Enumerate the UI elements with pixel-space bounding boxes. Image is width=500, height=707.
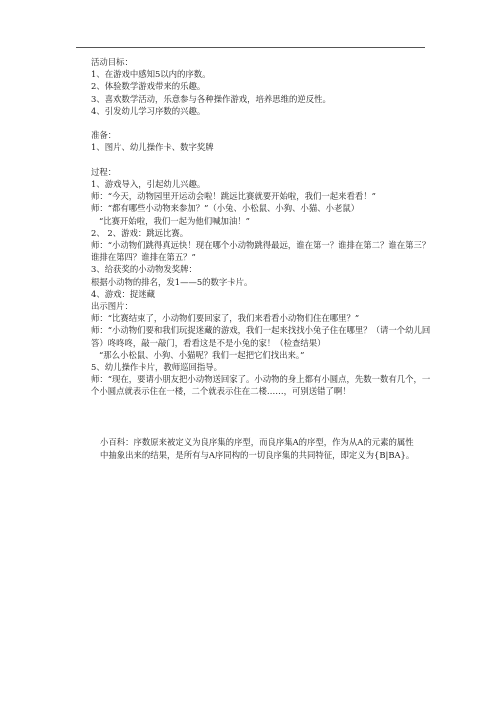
footnote-encyclopedia: 小百科：序数原来被定义为良序集的序型，而良序集A的序型，作为从A的元素的属性中抽象出来的结果，是所有与A序同构的一切良序集的共同特征，即定义为{B|BA}。 <box>100 437 415 460</box>
process-line: 2、 2、游戏：跳远比赛。 <box>91 227 189 238</box>
prep-heading: 准备： <box>91 130 117 141</box>
process-line: 师：“现在，要请小朋友把小动物送回家了。小动物的身上都有小圆点，先数一数有几个，一个小圆点就表示住在一楼，二个就表示住在二楼……，可别送错了啊！ <box>91 374 431 397</box>
process-line: 3、给获奖的小动物发奖牌： <box>91 264 197 275</box>
process-line: 1、游戏导入，引起幼儿兴趣。 <box>91 179 206 189</box>
process-line: 5、幼儿操作卡片，教师巡回指导。 <box>91 362 222 373</box>
prep-item: 1、图片、幼儿操作卡、数字奖牌 <box>91 142 214 153</box>
paragraph-gap <box>91 154 431 166</box>
process-heading: 过程： <box>91 166 117 177</box>
paragraph-gap <box>91 117 431 129</box>
process-line: 根据小动物的排名，发1——5的数字卡片。 <box>91 276 253 287</box>
process-line: “比赛开始啦，我们一起为他们喊加油！” <box>99 215 250 226</box>
process-line: 师：“小动物们要和我们玩捉迷藏的游戏，我们一起来找找小兔子住在哪里？（请一个幼儿回答）咚咚咚，敲一敲门，看看这是不是小兔的家！（检查结果） <box>91 325 431 348</box>
goal-item: 4、引发幼儿学习序数的兴趣。 <box>91 105 206 116</box>
header-rule <box>76 47 425 48</box>
process-line: 师：“今天，动物园里开运动会啦！跳远比赛就要开始啦，我们一起来看看！” <box>91 191 376 202</box>
process-line: “那么小松鼠、小狗、小猫呢？我们一起把它们找出来。” <box>99 349 305 360</box>
process-line: 师：“都有哪些小动物来参加？”（小兔、小松鼠、小狗、小猫、小老鼠） <box>91 203 360 214</box>
goal-item: 1、在游戏中感知5以内的序数。 <box>91 69 211 80</box>
process-line: 师：“比赛结束了，小动物们要回家了，我们来看看小动物们住在哪里？” <box>91 313 360 324</box>
process-line: 4、游戏：捉迷藏 <box>91 288 155 299</box>
process-line: 出示图片： <box>91 301 133 312</box>
process-line: 师：“小动物们跳得真远快！现在哪个小动物跳得最远，谁在第一？谁排在第二？谁在第三？谁排在第四？谁排在第五？” <box>91 240 431 263</box>
goal-item: 2、体验数学游戏带来的乐趣。 <box>91 81 206 92</box>
goals-heading: 活动目标： <box>91 57 133 67</box>
document-body <box>91 56 431 398</box>
goal-item: 3、喜欢数学活动，乐意参与各种操作游戏，培养思维的逆反性。 <box>91 93 331 104</box>
